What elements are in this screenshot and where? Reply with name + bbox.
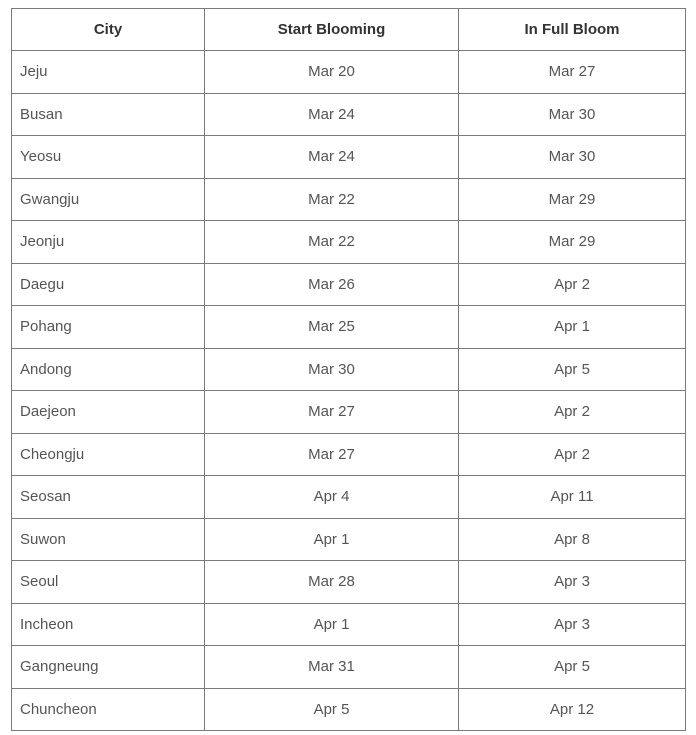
header-start-blooming: Start Blooming [205,9,459,51]
start-blooming-cell: Apr 4 [205,476,459,519]
city-cell: Chuncheon [12,688,205,731]
full-bloom-cell: Apr 8 [459,518,686,561]
start-blooming-cell: Mar 31 [205,646,459,689]
city-cell: Gwangju [12,178,205,221]
table-row [12,603,686,646]
city-cell: Jeonju [12,221,205,264]
full-bloom-cell: Mar 27 [459,51,686,94]
header-full-bloom: In Full Bloom [459,9,686,51]
full-bloom-cell: Apr 2 [459,433,686,476]
full-bloom-cell: Apr 5 [459,348,686,391]
table-row [12,178,686,221]
table-row [12,93,686,136]
full-bloom-cell: Mar 29 [459,178,686,221]
start-blooming-cell: Apr 1 [205,518,459,561]
start-blooming-cell: Mar 30 [205,348,459,391]
full-bloom-cell: Apr 1 [459,306,686,349]
header-row [12,9,686,51]
start-blooming-cell: Mar 26 [205,263,459,306]
city-cell: Pohang [12,306,205,349]
table-row [12,688,686,731]
city-cell: Yeosu [12,136,205,179]
full-bloom-cell: Mar 30 [459,93,686,136]
full-bloom-cell: Apr 5 [459,646,686,689]
start-blooming-cell: Mar 20 [205,51,459,94]
table-header [12,9,686,51]
table-row [12,136,686,179]
full-bloom-cell: Apr 2 [459,263,686,306]
start-blooming-cell: Mar 27 [205,391,459,434]
full-bloom-cell: Apr 2 [459,391,686,434]
start-blooming-cell: Mar 25 [205,306,459,349]
city-cell: Daejeon [12,391,205,434]
city-cell: Incheon [12,603,205,646]
table-row [12,561,686,604]
table-row [12,476,686,519]
start-blooming-cell: Mar 27 [205,433,459,476]
city-cell: Cheongju [12,433,205,476]
start-blooming-cell: Mar 22 [205,178,459,221]
full-bloom-cell: Mar 30 [459,136,686,179]
start-blooming-cell: Apr 1 [205,603,459,646]
start-blooming-cell: Mar 22 [205,221,459,264]
full-bloom-cell: Apr 3 [459,561,686,604]
city-cell: Andong [12,348,205,391]
start-blooming-cell: Mar 24 [205,136,459,179]
city-cell: Suwon [12,518,205,561]
city-cell: Busan [12,93,205,136]
full-bloom-cell: Mar 29 [459,221,686,264]
table-row [12,646,686,689]
full-bloom-cell: Apr 12 [459,688,686,731]
full-bloom-cell: Apr 11 [459,476,686,519]
table-row [12,433,686,476]
cherry-blossom-table [11,8,686,731]
table-row [12,348,686,391]
table-row [12,518,686,561]
table-body [12,51,686,731]
full-bloom-cell: Apr 3 [459,603,686,646]
start-blooming-cell: Mar 28 [205,561,459,604]
table-row [12,391,686,434]
table-row [12,263,686,306]
table-row [12,221,686,264]
city-cell: Gangneung [12,646,205,689]
city-cell: Seosan [12,476,205,519]
city-cell: Daegu [12,263,205,306]
table-row [12,306,686,349]
table-row [12,51,686,94]
header-city: City [12,9,205,51]
start-blooming-cell: Apr 5 [205,688,459,731]
city-cell: Jeju [12,51,205,94]
city-cell: Seoul [12,561,205,604]
start-blooming-cell: Mar 24 [205,93,459,136]
